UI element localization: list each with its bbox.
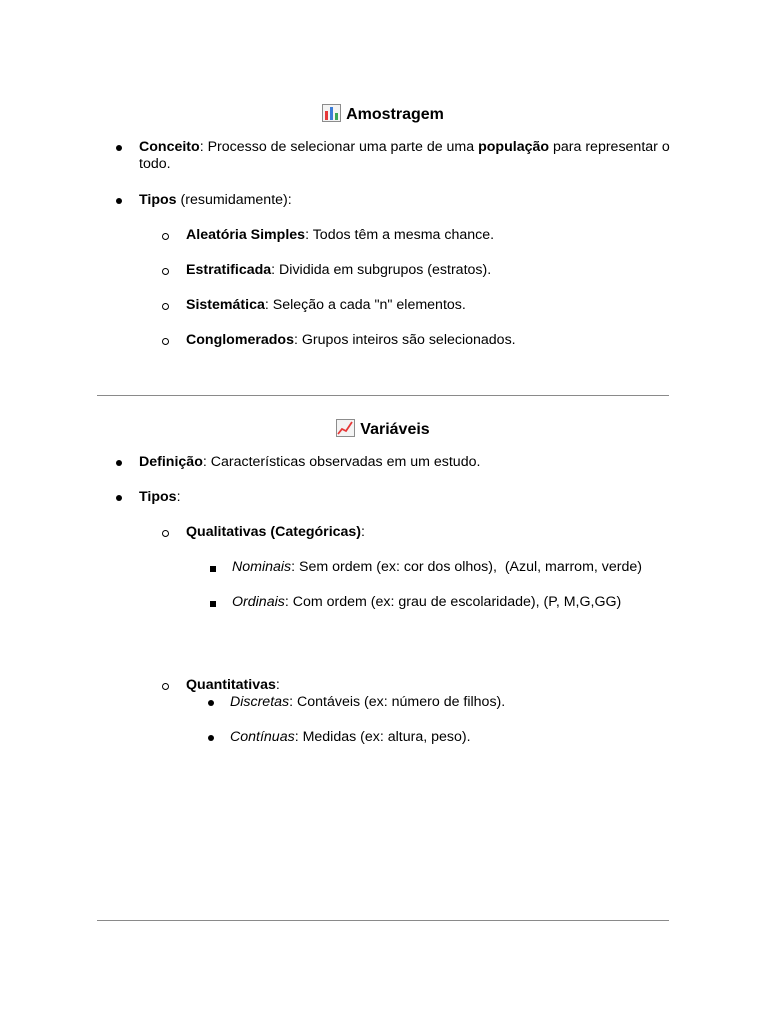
heading-text: Amostragem — [346, 106, 444, 123]
bullet-circle — [162, 530, 169, 537]
list-item-aleatoria-simples — [186, 227, 494, 244]
item-label: Sistemática — [186, 297, 265, 313]
item-label: Nominais — [232, 559, 292, 575]
item-text: : Características observadas em um estudo. — [202, 454, 481, 470]
horizontal-rule — [97, 395, 669, 396]
list-item-tipos — [139, 192, 292, 209]
list-item-conglomerados — [186, 332, 516, 349]
item-text: : Com ordem (ex: grau de escolaridade), (P, M,G,GG) — [284, 594, 622, 610]
list-item-quantitativas — [186, 677, 280, 694]
item-text: : Contáveis (ex: número de filhos). — [289, 694, 506, 710]
item-label: Tipos — [139, 489, 177, 505]
item-label: Conglomerados — [186, 332, 294, 348]
bar-chart-icon — [322, 104, 341, 122]
item-text: : Sem ordem (ex: cor dos olhos), (Azul, marrom, verde) — [291, 559, 642, 575]
section-heading-variaveis — [97, 419, 669, 440]
list-item-continuas — [230, 729, 471, 746]
list-item-conceito — [139, 139, 679, 173]
list-item-nominais — [232, 559, 642, 576]
line-chart-icon — [336, 419, 355, 437]
section-heading-amostragem — [97, 104, 669, 125]
bullet-circle — [162, 338, 169, 345]
bullet-disc — [116, 495, 122, 501]
bullet-disc — [208, 735, 214, 741]
list-item-estratificada — [186, 262, 491, 279]
bullet-circle — [162, 233, 169, 240]
bullet-disc — [116, 460, 122, 466]
item-text: (resumidamente): — [176, 192, 292, 208]
item-text: : Dividida em subgrupos (estratos). — [271, 262, 492, 278]
list-item-discretas — [230, 694, 505, 711]
item-text: : Seleção a cada "n" elementos. — [264, 297, 466, 313]
bullet-disc — [116, 145, 122, 151]
item-label: Qualitativas (Categóricas) — [186, 524, 362, 540]
bullet-disc — [208, 700, 214, 706]
bullet-circle — [162, 268, 169, 275]
horizontal-rule — [97, 920, 669, 921]
item-label: Contínuas — [230, 729, 295, 745]
item-text: : Processo de selecionar uma parte de uma — [199, 139, 479, 155]
list-item-qualitativas — [186, 524, 365, 541]
item-label: Tipos — [139, 192, 177, 208]
item-label: Estratificada — [186, 262, 272, 278]
item-label: Aleatória Simples — [186, 227, 306, 243]
item-text: : Medidas (ex: altura, peso). — [294, 729, 471, 745]
bullet-square — [210, 566, 216, 572]
item-text: : — [275, 677, 280, 693]
list-item-sistematica — [186, 297, 466, 314]
item-text: : — [361, 524, 365, 540]
item-text: : — [176, 489, 181, 505]
heading-text: Variáveis — [360, 421, 430, 438]
item-label: Quantitativas — [186, 677, 276, 693]
list-item-ordinais — [232, 594, 621, 611]
bold-word: população — [478, 139, 550, 155]
item-text: para representar o todo. — [139, 139, 670, 172]
item-label: Ordinais — [232, 594, 285, 610]
bullet-circle — [162, 303, 169, 310]
list-item-definicao — [139, 454, 480, 471]
item-text: : Grupos inteiros são selecionados. — [294, 332, 516, 348]
bullet-circle — [162, 683, 169, 690]
bullet-square — [210, 601, 216, 607]
item-label: Definição — [139, 454, 203, 470]
list-item-tipos — [139, 489, 181, 506]
item-text: : Todos têm a mesma chance. — [305, 227, 495, 243]
bullet-disc — [116, 198, 122, 204]
item-label: Discretas — [230, 694, 290, 710]
item-label: Conceito — [139, 139, 200, 155]
